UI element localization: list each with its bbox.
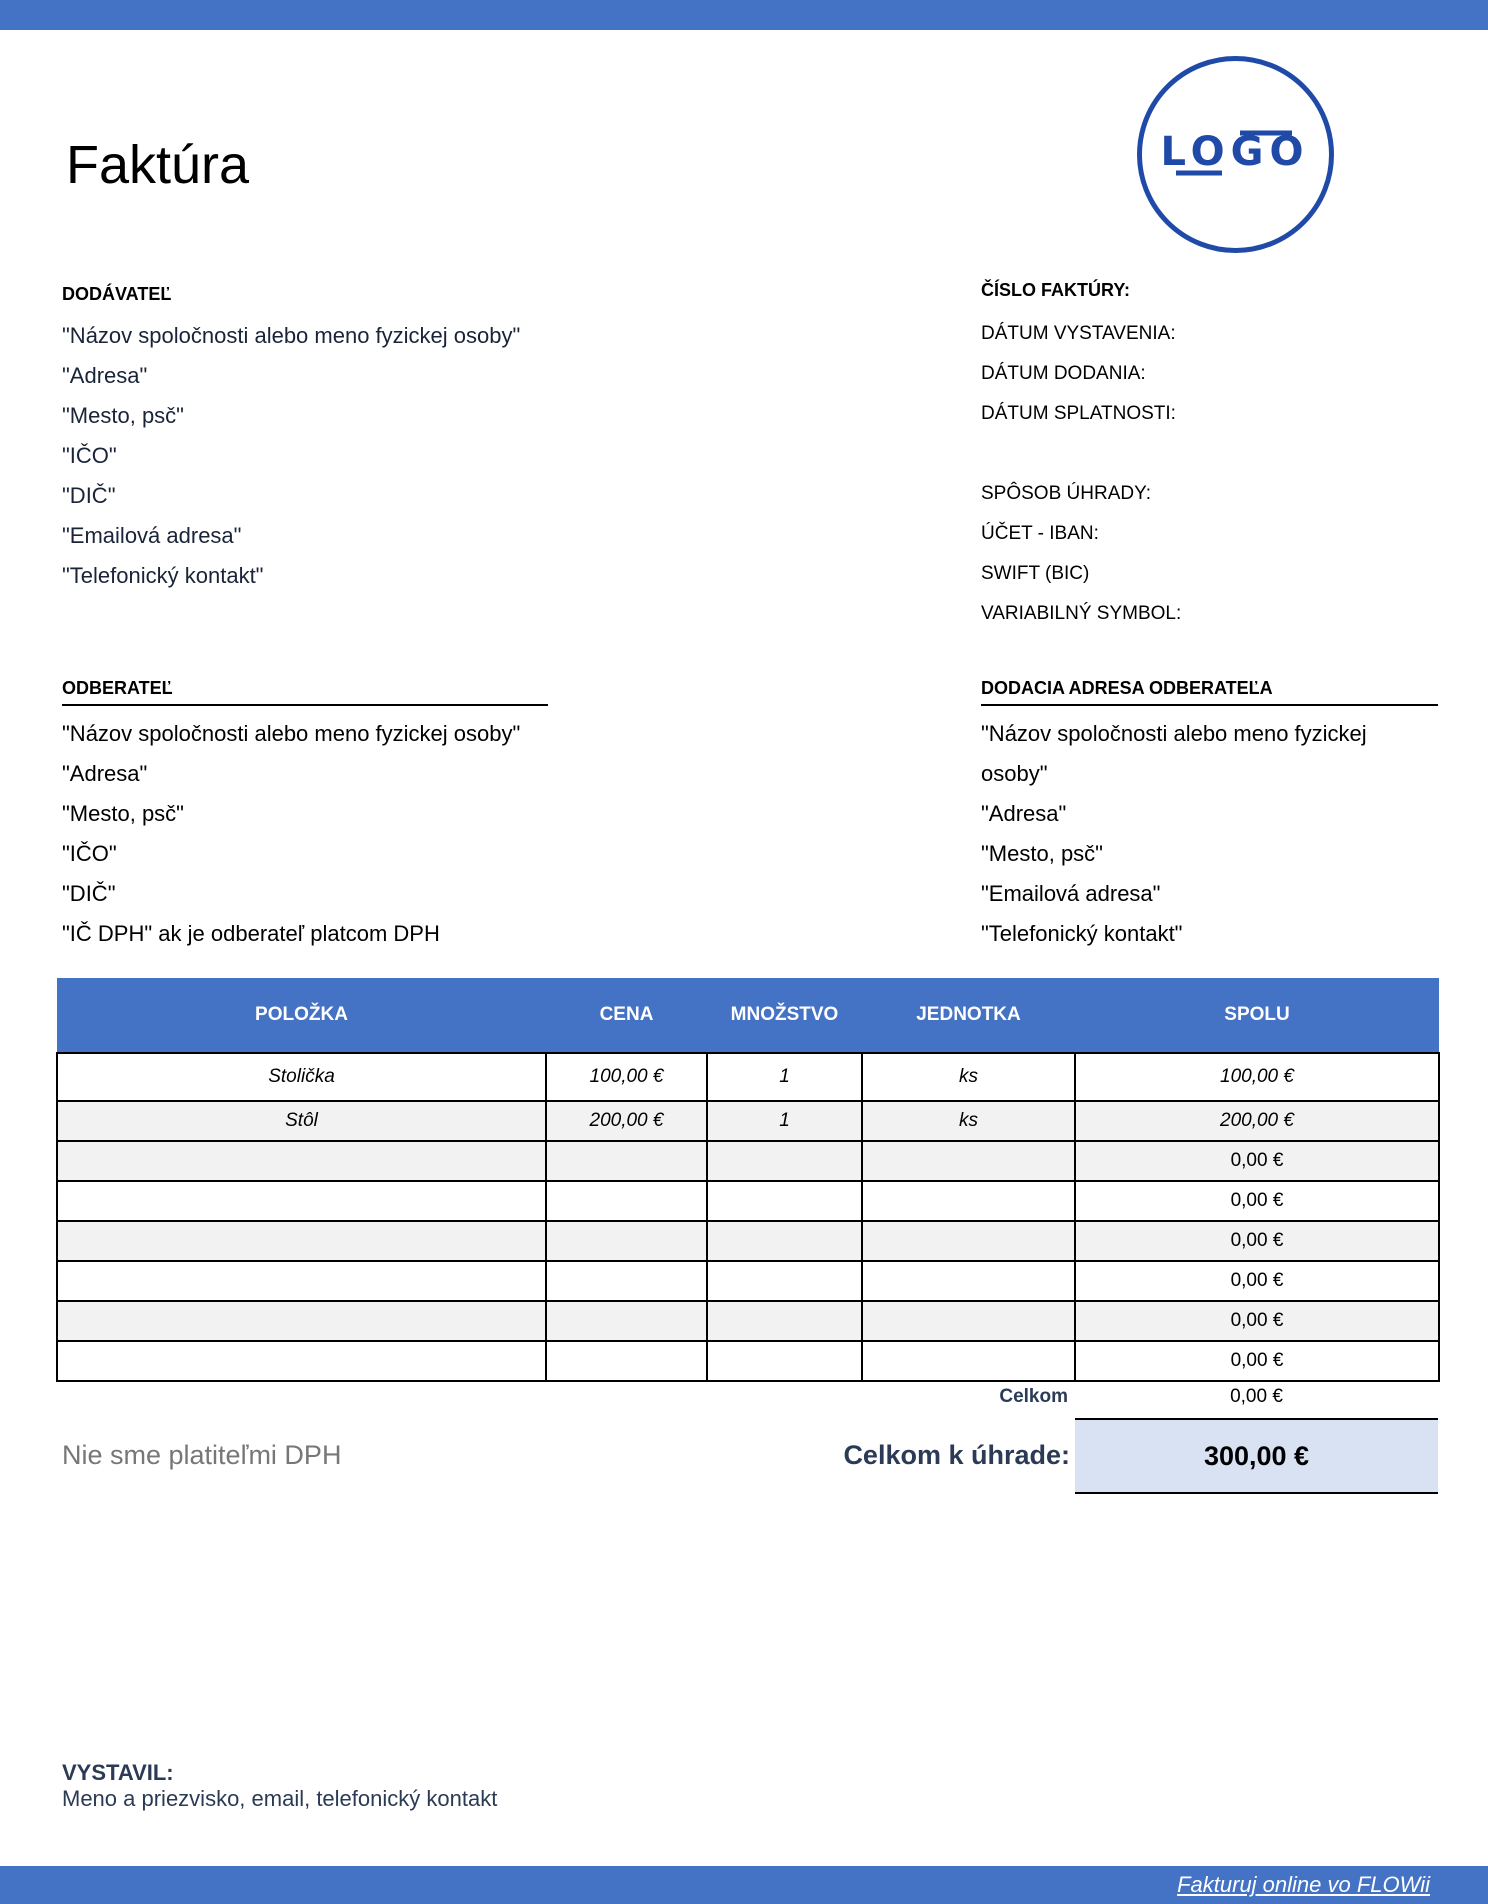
delivery-address-section [981,676,1438,954]
company-logo [1137,56,1334,253]
due-date-label: DÁTUM SPLATNOSTI: [981,403,1176,424]
cell-unit[interactable] [862,1181,1075,1221]
customer-address: "Adresa" [62,761,148,786]
table-row [57,1181,1439,1221]
supplier-heading: DODÁVATEĽ [62,284,172,304]
delivery-date-label: DÁTUM DODANIA: [981,363,1146,384]
cell-quantity[interactable]: 1 [707,1053,862,1101]
cell-item[interactable] [57,1181,546,1221]
customer-vat-id: "IČ DPH" ak je odberateľ platcom DPH [62,921,440,946]
delivery-address: "Adresa" [981,801,1067,826]
vat-note: Nie sme platiteľmi DPH [62,1440,342,1470]
customer-name: "Názov spoločnosti alebo meno fyzickej osoby" [62,721,521,746]
cell-total: 0,00 € [1075,1221,1439,1261]
cell-total: 200,00 € [1075,1101,1439,1141]
cell-total: 0,00 € [1075,1341,1439,1381]
column-header-item: POLOŽKA [57,978,546,1053]
amount-due-label: Celkom k úhrade: [843,1440,1070,1470]
supplier-ico: "IČO" [62,443,117,468]
cell-quantity[interactable] [707,1181,862,1221]
cell-item[interactable]: Stolička [57,1053,546,1101]
cell-item[interactable] [57,1261,546,1301]
cell-quantity[interactable] [707,1141,862,1181]
issuer-heading: VYSTAVIL: [62,1760,174,1785]
delivery-email: "Emailová adresa" [981,881,1161,906]
cell-price[interactable] [546,1301,707,1341]
flowii-link[interactable]: Fakturuj online vo FLOWii [1177,1872,1430,1897]
supplier-phone: "Telefonický kontakt" [62,563,264,588]
supplier-email: "Emailová adresa" [62,523,242,548]
delivery-name: "Názov spoločnosti alebo meno fyzickej osoby" [981,721,1367,786]
cell-quantity[interactable] [707,1261,862,1301]
iban-label: ÚČET - IBAN: [981,523,1099,544]
cell-item[interactable] [57,1141,546,1181]
column-header-unit: JEDNOTKA [862,978,1075,1053]
cell-total: 0,00 € [1075,1141,1439,1181]
table-row [57,1101,1439,1141]
table-row [57,1053,1439,1101]
cell-price[interactable] [546,1221,707,1261]
cell-price[interactable]: 100,00 € [546,1053,707,1101]
customer-ico: "IČO" [62,841,117,866]
cell-unit[interactable]: ks [862,1101,1075,1141]
invoice-number-label: ČÍSLO FAKTÚRY: [981,280,1130,300]
cell-price[interactable]: 200,00 € [546,1101,707,1141]
cell-item[interactable] [57,1301,546,1341]
cell-unit[interactable]: ks [862,1053,1075,1101]
cell-unit[interactable] [862,1341,1075,1381]
table-row [57,1341,1439,1381]
table-row [57,1221,1439,1261]
column-header-quantity: MNOŽSTVO [707,978,862,1053]
cell-item[interactable]: Stôl [57,1101,546,1141]
supplier-city: "Mesto, psč" [62,403,184,428]
subtotal-label: Celkom [999,1386,1068,1407]
variable-symbol-label: VARIABILNÝ SYMBOL: [981,603,1182,624]
customer-city: "Mesto, psč" [62,801,184,826]
column-header-total: SPOLU [1075,978,1439,1053]
cell-total: 0,00 € [1075,1181,1439,1221]
cell-quantity[interactable] [707,1221,862,1261]
cell-price[interactable] [546,1341,707,1381]
cell-total: 0,00 € [1075,1301,1439,1341]
cell-price[interactable] [546,1181,707,1221]
customer-heading: ODBERATEĽ [62,676,548,706]
cell-quantity[interactable]: 1 [707,1101,862,1141]
amount-due-box [1075,1420,1438,1494]
issue-date-label: DÁTUM VYSTAVENIA: [981,323,1176,344]
delivery-city: "Mesto, psč" [981,841,1103,866]
payment-method-label: SPÔSOB ÚHRADY: [981,483,1151,504]
supplier-dic: "DIČ" [62,483,116,508]
cell-total: 100,00 € [1075,1053,1439,1101]
column-header-price: CENA [546,978,707,1053]
amount-due-value: 300,00 € [1203,1440,1310,1471]
logo-text: LOGO [1160,129,1310,175]
cell-unit[interactable] [862,1261,1075,1301]
delivery-address-heading: DODACIA ADRESA ODBERATEĽA [981,676,1438,706]
table-row [57,1301,1439,1341]
invoice-title: Faktúra [66,135,250,195]
cell-price[interactable] [546,1141,707,1181]
cell-item[interactable] [57,1341,546,1381]
customer-section [62,676,548,954]
cell-quantity[interactable] [707,1301,862,1341]
cell-unit[interactable] [862,1301,1075,1341]
cell-price[interactable] [546,1261,707,1301]
table-row [57,1261,1439,1301]
delivery-phone: "Telefonický kontakt" [981,921,1183,946]
logo-graphic [1142,61,1329,248]
items-table [56,978,1440,1382]
cell-total: 0,00 € [1075,1261,1439,1301]
table-row [57,1141,1439,1181]
cell-quantity[interactable] [707,1341,862,1381]
invoice-meta-section [981,278,1441,634]
cell-unit[interactable] [862,1141,1075,1181]
subtotal-value: 0,00 € [1230,1386,1283,1407]
supplier-name: "Názov spoločnosti alebo meno fyzickej osoby" [62,323,521,348]
swift-label: SWIFT (BIC) [981,563,1090,584]
supplier-section [62,282,622,596]
table-header-row [57,978,1439,1053]
cell-unit[interactable] [862,1221,1075,1261]
cell-item[interactable] [57,1221,546,1261]
supplier-address: "Adresa" [62,363,148,388]
top-accent-bar [0,0,1488,30]
customer-dic: "DIČ" [62,881,116,906]
issuer-details: Meno a priezvisko, email, telefonický kontakt [62,1786,498,1811]
